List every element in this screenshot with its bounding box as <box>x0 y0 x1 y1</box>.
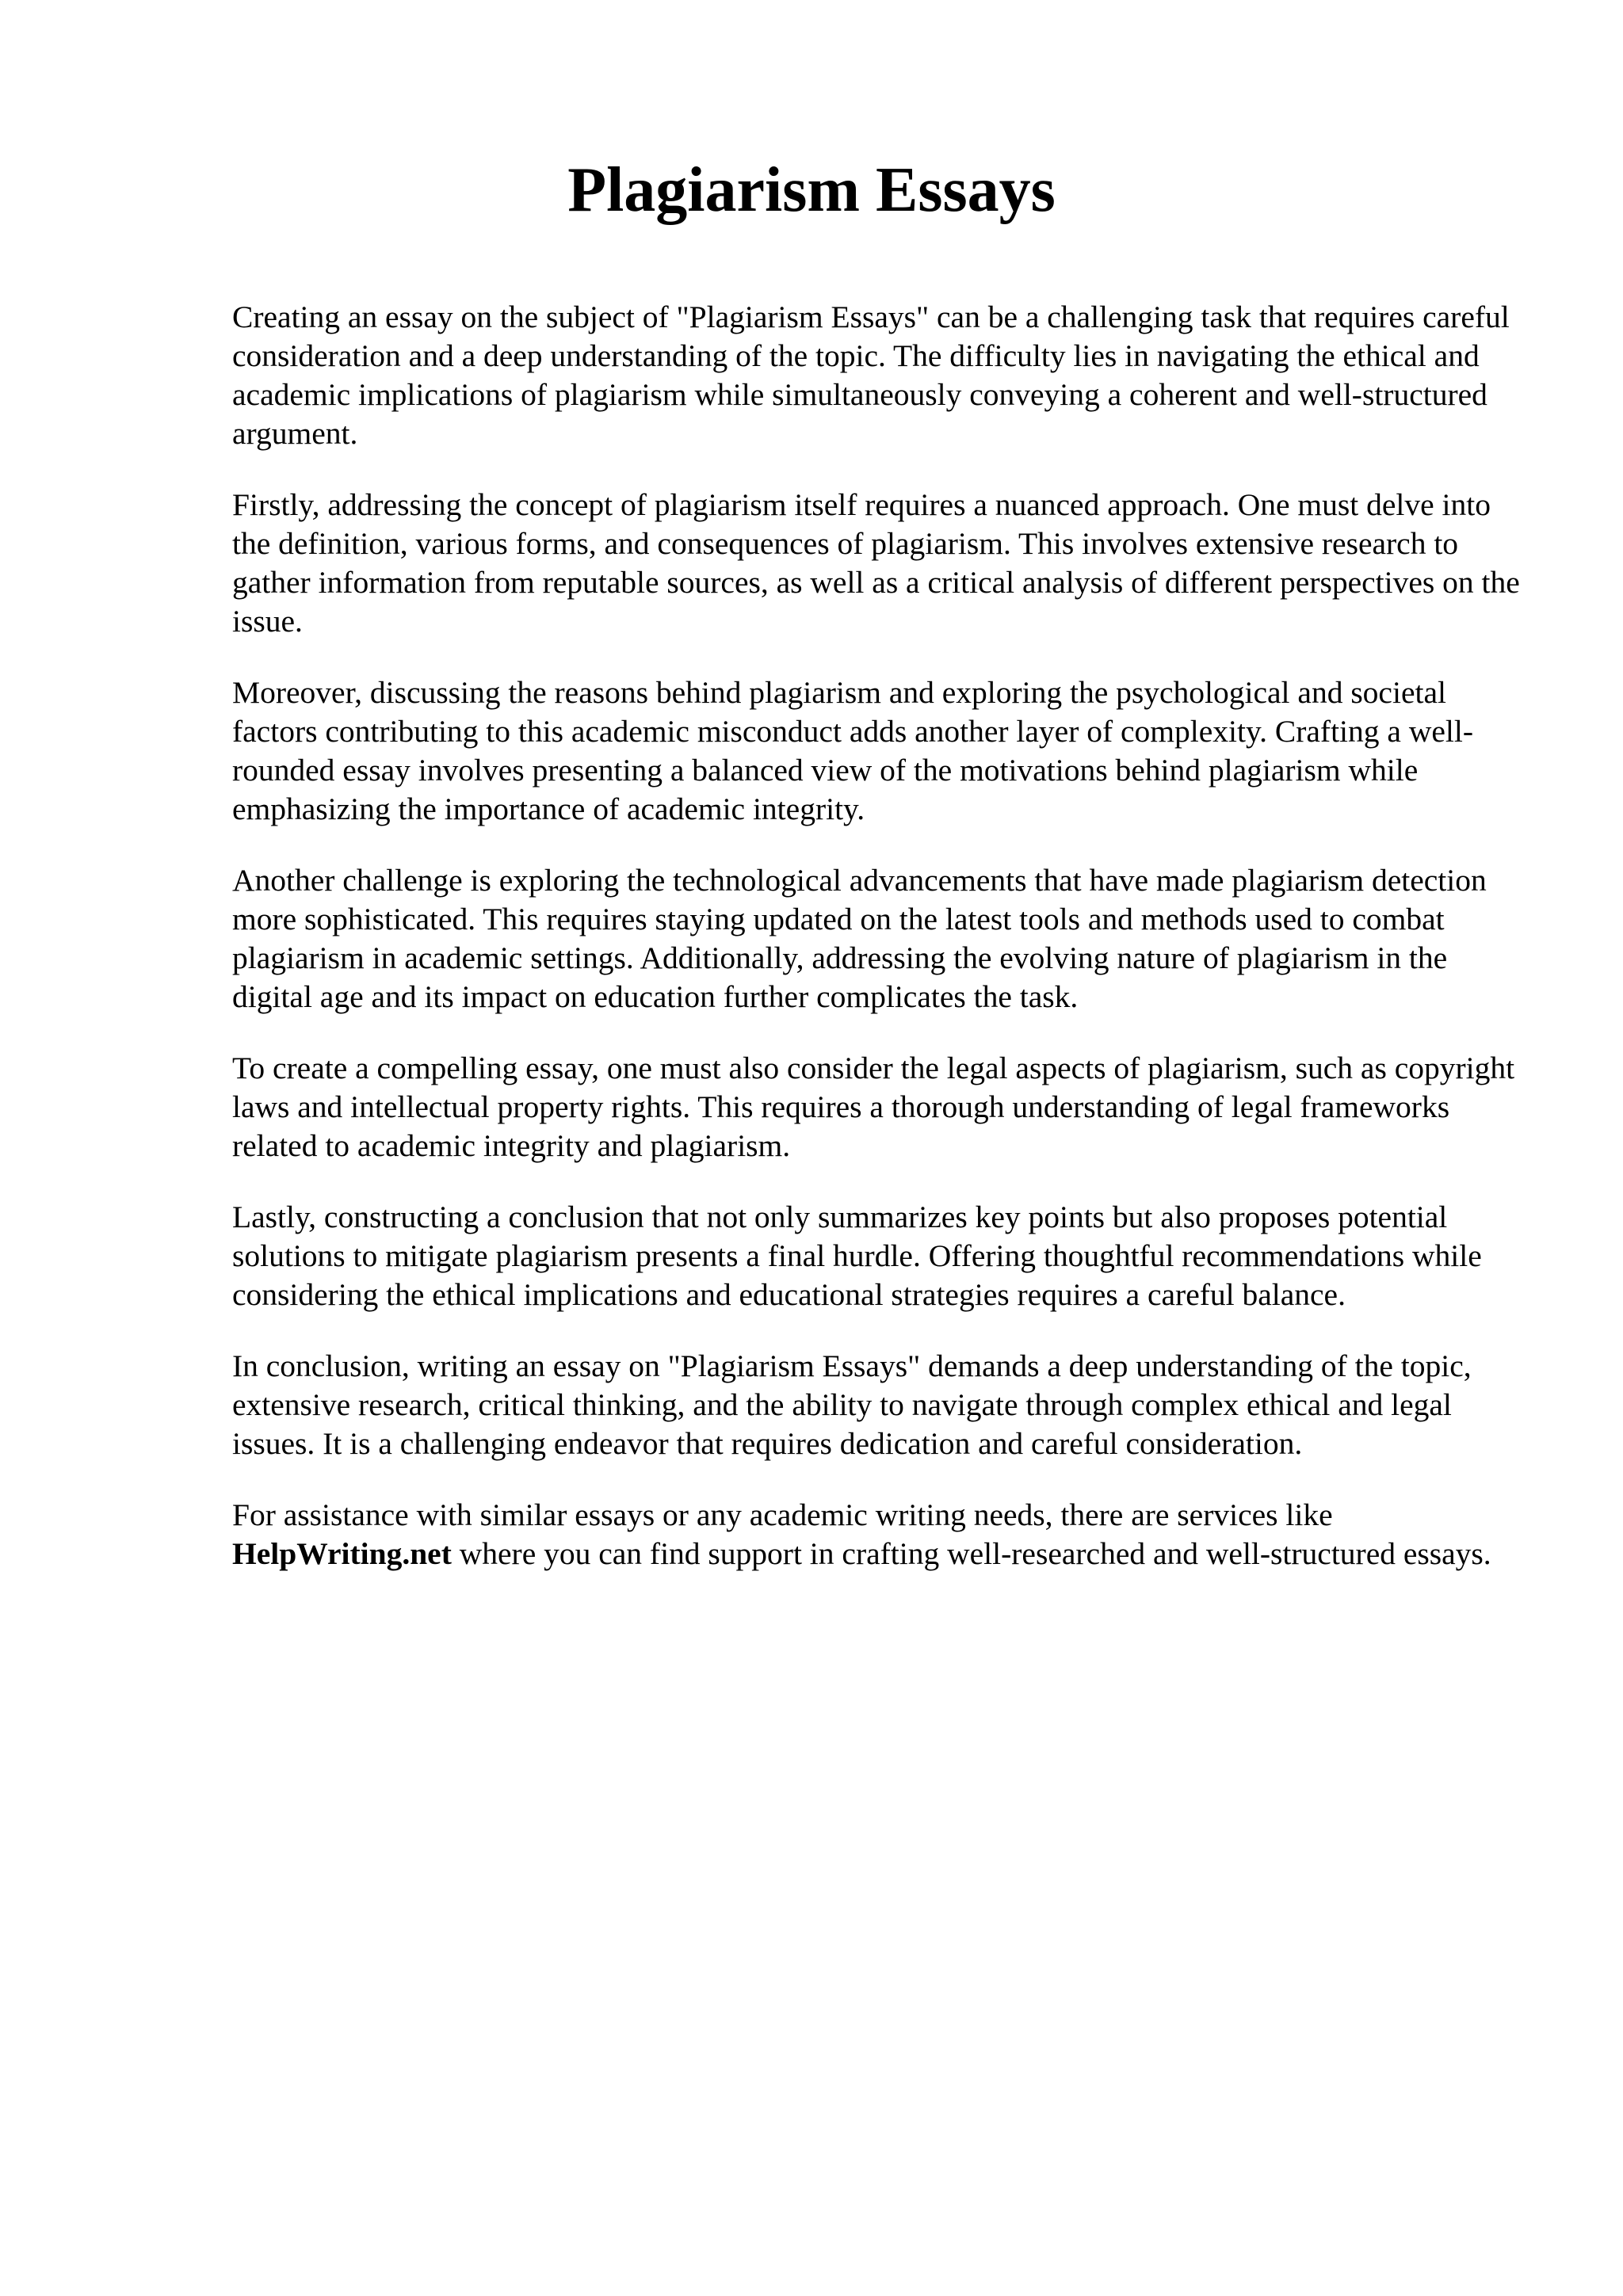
paragraph-assistance <box>232 1496 1532 1573</box>
paragraph-technology: Another challenge is exploring the technological advancements that have made plagiarism detection more sophisticated. This requires staying updated on the latest tools and methods used to combat plagiarism in academic settings. Additionally, addressing the evolving nature of plagiarism in the digital age and its impact on education further complicates the task. <box>232 863 1487 1014</box>
brand-link[interactable]: HelpWriting.net <box>232 1536 452 1571</box>
paragraph-legal: To create a compelling essay, one must also consider the legal aspects of plagiarism, such as copyright laws and intellectual property rights. This requires a thorough understanding of legal frameworks related to academic integrity and plagiarism. <box>232 1051 1515 1163</box>
paragraph-moreover: Moreover, discussing the reasons behind plagiarism and exploring the psychological and societal factors contributing to this academic misconduct adds another layer of complexity. Crafting a well-rounded essay involves presenting a balanced view of the motivations behind plagiarism while emphasizing the importance of academic integrity. <box>232 675 1473 826</box>
paragraph-firstly: Firstly, addressing the concept of plagiarism itself requires a nuanced approach. One must delve into the definition, various forms, and consequences of plagiarism. This involves extensive research to gather information from reputable sources, as well as a critical analysis of different perspectives on the issue. <box>232 487 1520 639</box>
paragraph-conclusion: In conclusion, writing an essay on "Plagiarism Essays" demands a deep understanding of the topic, extensive research, critical thinking, and the ability to navigate through complex ethical and legal issues. It is a challenging endeavor that requires dedication and careful consideration. <box>232 1348 1472 1461</box>
essay-body <box>232 298 1532 1606</box>
page-title: Plagiarism Essays <box>567 155 1056 225</box>
assistance-text-after: where you can find support in crafting well-researched and well-structured essays. <box>451 1536 1491 1571</box>
paragraph-lastly: Lastly, constructing a conclusion that not only summarizes key points but also proposes potential solutions to mitigate plagiarism presents a final hurdle. Offering thoughtful recommendations while considering the ethical implications and educational strategies requires a careful balance. <box>232 1199 1482 1312</box>
assistance-text-before: For assistance with similar essays or any academic writing needs, there are services like <box>232 1497 1333 1532</box>
paragraph-intro: Creating an essay on the subject of "Plagiarism Essays" can be a challenging task that requires careful consideration and a deep understanding of the topic. The difficulty lies in navigating the ethical and academic implications of plagiarism while simultaneously conveying a coherent and well-structured argument. <box>232 299 1510 451</box>
